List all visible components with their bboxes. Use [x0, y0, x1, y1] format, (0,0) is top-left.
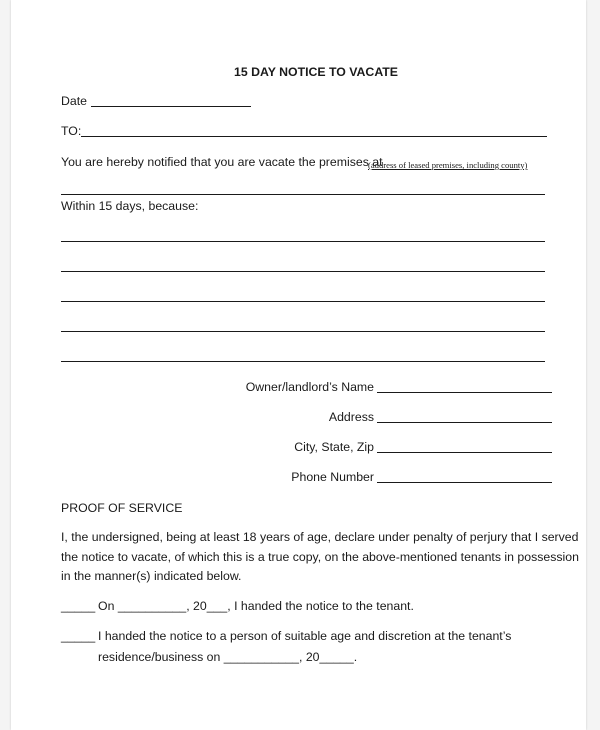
proof-para-line-2: the notice to vacate, of which this is a true copy, on the above-mentioned tenants in possession: [61, 550, 579, 564]
document-page: [11, 0, 586, 730]
premises-line[interactable]: [61, 194, 545, 195]
within-text: Within 15 days, because:: [61, 199, 199, 213]
premises-text: You are hereby notified that you are vacate the premises at: [61, 155, 383, 169]
option2-text-line-1: I handed the notice to a person of suitable age and discretion at the tenant’s: [98, 629, 512, 643]
premises-hint: (address of leased premises, including county): [368, 160, 528, 170]
owner-address-line[interactable]: [377, 422, 552, 423]
owner-name-line[interactable]: [377, 392, 552, 393]
reason-line-5[interactable]: [61, 361, 545, 362]
reason-line-1[interactable]: [61, 241, 545, 242]
owner-address-label: Address: [328, 410, 374, 424]
option2-text-line-2: residence/business on ___________, 20_____.: [98, 650, 358, 664]
proof-para-line-3: in the manner(s) indicated below.: [61, 569, 242, 583]
reason-line-3[interactable]: [61, 301, 545, 302]
date-label: Date: [61, 94, 87, 108]
owner-name-label: Owner/landlord’s Name: [245, 380, 374, 394]
option2-blank[interactable]: _____: [61, 629, 96, 643]
reason-line-4[interactable]: [61, 331, 545, 332]
date-line[interactable]: [91, 106, 251, 107]
to-label: TO:: [61, 124, 82, 138]
to-line[interactable]: [81, 136, 547, 137]
owner-city-label: City, State, Zip: [294, 440, 374, 454]
proof-para-line-1: I, the undersigned, being at least 18 years of age, declare under penalty of perjury that I served: [61, 530, 579, 544]
option1-blank[interactable]: _____: [61, 599, 96, 613]
option1-text: On __________, 20___, I handed the notice to the tenant.: [98, 599, 414, 613]
proof-heading: PROOF OF SERVICE: [61, 501, 183, 515]
owner-phone-line[interactable]: [377, 482, 552, 483]
reason-line-2[interactable]: [61, 271, 545, 272]
owner-city-line[interactable]: [377, 452, 552, 453]
document-title: 15 DAY NOTICE TO VACATE: [234, 65, 398, 79]
owner-phone-label: Phone Number: [291, 470, 374, 484]
